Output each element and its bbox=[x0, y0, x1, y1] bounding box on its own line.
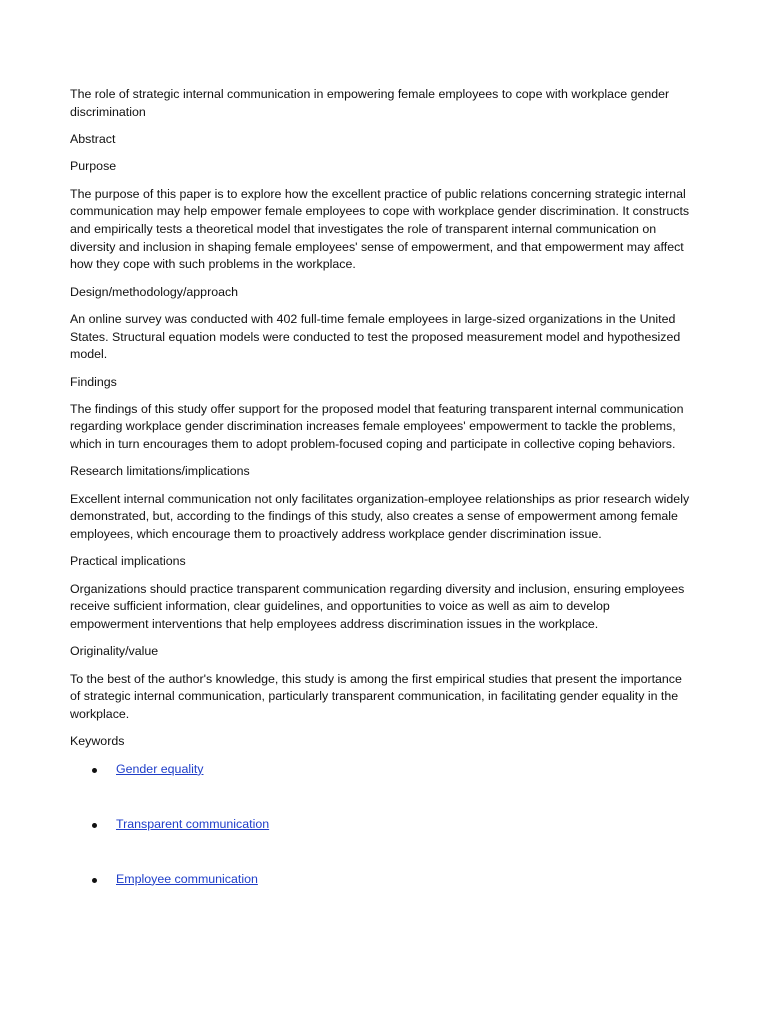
section-text-findings: The findings of this study offer support for the proposed model that featuring transparent internal communication regarding workplace gender discrimination increases female employees' empowerment to tackle the problems, which in turn encourages them to adopt problem-focused coping and participate in collective coping behaviors. bbox=[70, 401, 684, 452]
keywords-list bbox=[70, 761, 690, 889]
list-item bbox=[70, 871, 690, 889]
keyword-link-transparent-communication[interactable]: Transparent communication bbox=[116, 816, 270, 831]
keywords-label: Keywords bbox=[70, 734, 125, 749]
section-text-practical-implications: Organizations should practice transparent communication regarding diversity and inclusion, ensuring employees receive sufficient information, clear guidelines, and opportunities to voice as well as aim to develop empowerment interventions that help employees address discrimination issues in the workplace. bbox=[70, 581, 685, 632]
list-item bbox=[70, 816, 690, 834]
section-text-purpose: The purpose of this paper is to explore how the excellent practice of public relations concerning strategic internal communication may help empower female employees to cope with workplace gender discrimination. It constructs and empirically tests a theoretical model that investigates the role of transparent internal communication on diversity and inclusion in shaping female employees' sense of empowerment, and that empowerment may affect how they cope with such problems in the workplace. bbox=[70, 186, 690, 272]
section-heading-originality: Originality/value bbox=[70, 644, 159, 659]
keyword-link-employee-communication[interactable]: Employee communication bbox=[116, 871, 258, 886]
bullet-icon bbox=[92, 823, 97, 828]
document-title: The role of strategic internal communication in empowering female employees to cope with workplace gender discrimination bbox=[70, 87, 670, 119]
list-item bbox=[70, 761, 690, 779]
section-heading-findings: Findings bbox=[70, 374, 117, 389]
bullet-icon bbox=[92, 878, 97, 883]
abstract-label: Abstract bbox=[70, 131, 116, 146]
section-text-research-limitations: Excellent internal communication not only facilitates organization-employee relationships as prior research widely demonstrated, but, according to the findings of this study, also creates a sense of empowerment among female employees, which encourage them to proactively address workplace gender discrimination issue. bbox=[70, 491, 690, 542]
bullet-icon bbox=[92, 768, 97, 773]
section-heading-design: Design/methodology/approach bbox=[70, 284, 239, 299]
section-text-design: An online survey was conducted with 402 full-time female employees in large-sized organizations in the United States. Structural equation models were conducted to test the proposed measurement model and hypothesized model. bbox=[70, 311, 681, 362]
section-text-originality: To the best of the author's knowledge, this study is among the first empirical studies that present the importance of strategic internal communication, particularly transparent communication, in facilitating gender equality in the workplace. bbox=[70, 671, 682, 721]
keyword-link-gender-equality[interactable]: Gender equality bbox=[116, 761, 204, 776]
section-heading-purpose: Purpose bbox=[70, 159, 117, 174]
section-heading-research-limitations: Research limitations/implications bbox=[70, 464, 250, 479]
section-heading-practical-implications: Practical implications bbox=[70, 554, 186, 569]
document-body bbox=[70, 86, 690, 888]
